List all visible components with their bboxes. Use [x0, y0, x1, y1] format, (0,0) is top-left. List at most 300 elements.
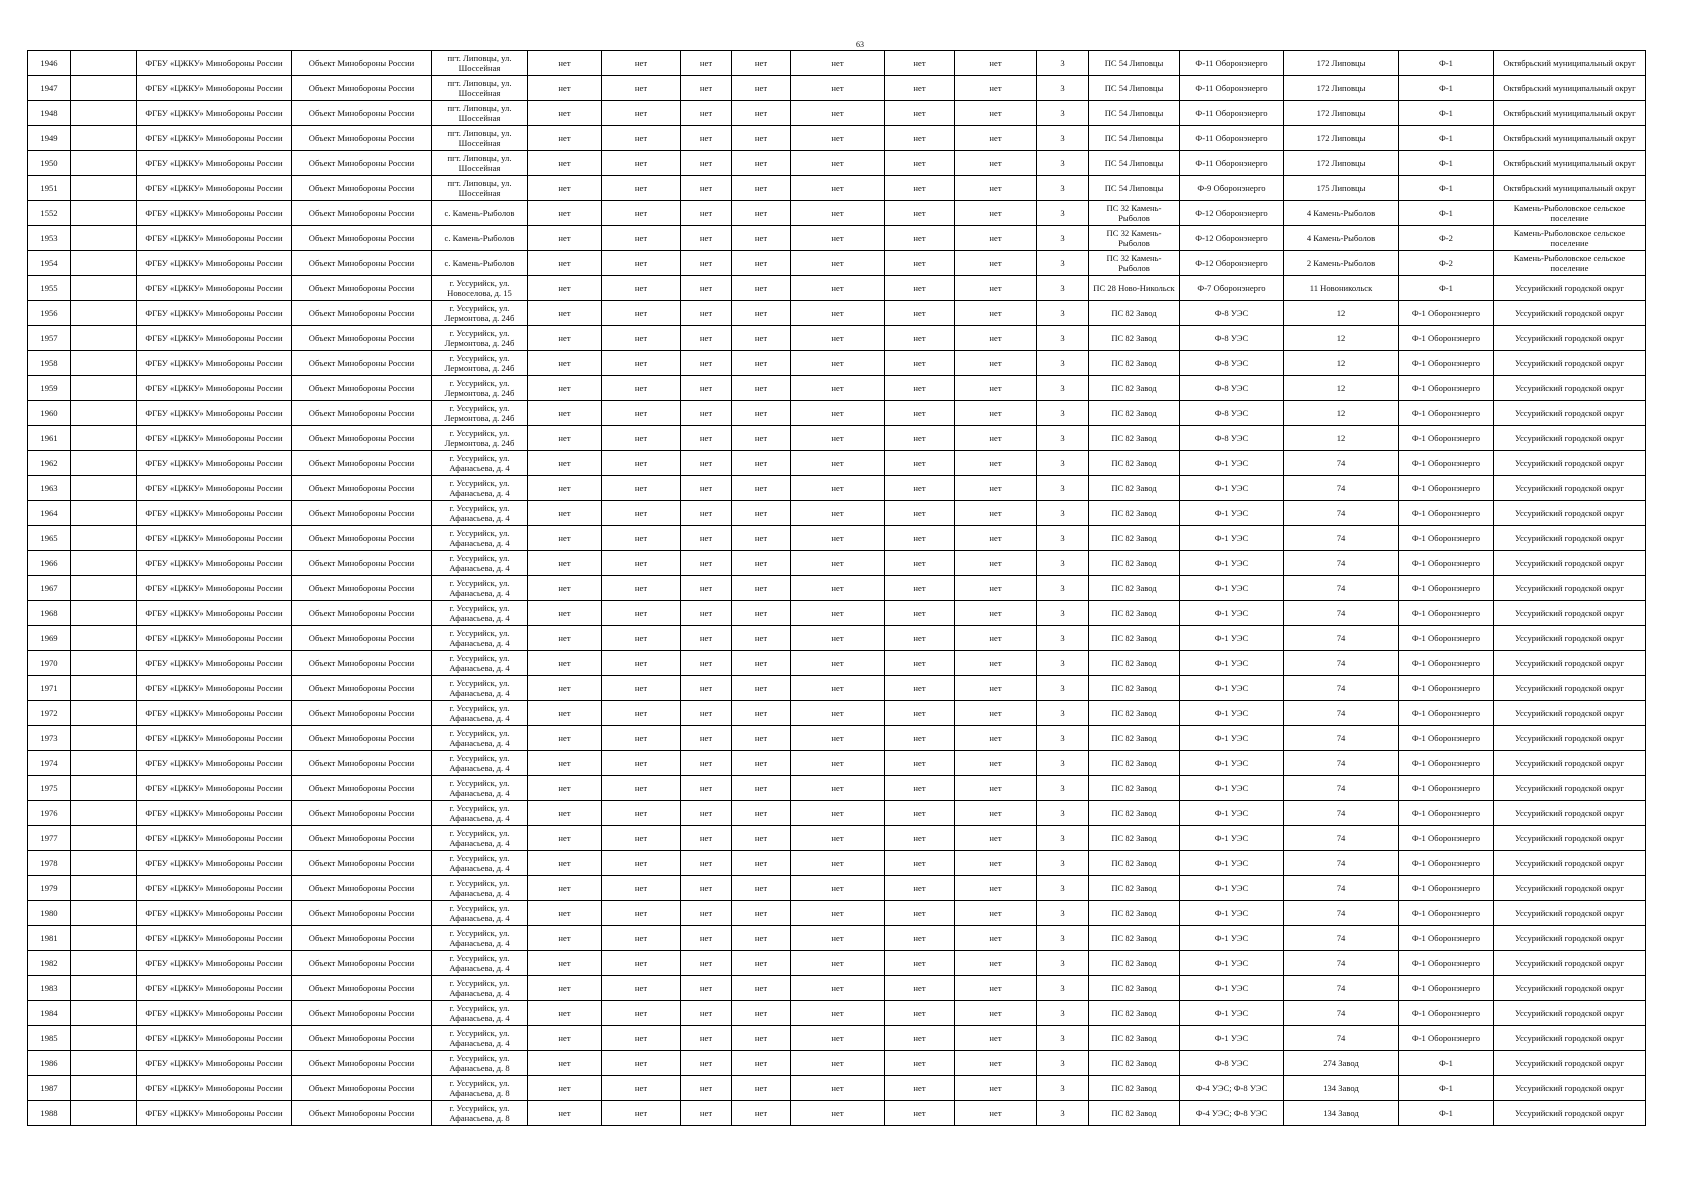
row-number: 1986 [28, 1051, 71, 1076]
organization-cell: ФГБУ «ЦЖКУ» Минобороны России [137, 976, 292, 1001]
blank-cell [71, 376, 137, 401]
status-cell: нет [791, 776, 885, 801]
status-cell: нет [791, 51, 885, 76]
substation-cell: ПС 82 Завод [1089, 1101, 1180, 1126]
row-number: 1972 [28, 701, 71, 726]
feeder-cell: Ф-11 Оборонэнерго [1180, 51, 1284, 76]
table-row [28, 601, 1646, 626]
feeder-cell: Ф-8 УЭС [1180, 301, 1284, 326]
status-cell: нет [885, 276, 955, 301]
substation-cell: ПС 82 Завод [1089, 851, 1180, 876]
substation-cell: ПС 82 Завод [1089, 651, 1180, 676]
category-cell: 3 [1037, 926, 1089, 951]
blank-cell [71, 1101, 137, 1126]
address-cell: г. Уссурийск, ул. Лермонтова, д. 24б [432, 326, 528, 351]
status-cell: нет [732, 451, 791, 476]
status-cell: нет [602, 1001, 681, 1026]
address-cell: г. Уссурийск, ул. Лермонтова, д. 24б [432, 351, 528, 376]
status-cell: нет [602, 476, 681, 501]
feeder-cell: Ф-1 УЭС [1180, 676, 1284, 701]
status-cell: нет [602, 126, 681, 151]
category-cell: 3 [1037, 776, 1089, 801]
status-cell: нет [681, 226, 732, 251]
organization-cell: ФГБУ «ЦЖКУ» Минобороны России [137, 676, 292, 701]
object-cell: Объект Минобороны России [292, 426, 432, 451]
status-cell: нет [732, 976, 791, 1001]
line-cell: Ф-1 Оборонэнерго [1399, 351, 1494, 376]
feeder-cell: Ф-1 УЭС [1180, 901, 1284, 926]
substation-cell: ПС 82 Завод [1089, 351, 1180, 376]
organization-cell: ФГБУ «ЦЖКУ» Минобороны России [137, 651, 292, 676]
status-cell: нет [791, 1051, 885, 1076]
row-number: 1966 [28, 551, 71, 576]
municipality-cell: Уссурийский городской округ [1494, 1001, 1646, 1026]
blank-cell [71, 301, 137, 326]
feeder-cell: Ф-1 УЭС [1180, 876, 1284, 901]
municipality-cell: Уссурийский городской округ [1494, 1026, 1646, 1051]
address-cell: г. Уссурийск, ул. Афанасьева, д. 8 [432, 1051, 528, 1076]
organization-cell: ФГБУ «ЦЖКУ» Минобороны России [137, 151, 292, 176]
transformer-cell: 74 [1284, 501, 1399, 526]
status-cell: нет [528, 551, 602, 576]
line-cell: Ф-1 Оборонэнерго [1399, 776, 1494, 801]
status-cell: нет [732, 51, 791, 76]
category-cell: 3 [1037, 501, 1089, 526]
municipality-cell: Уссурийский городской округ [1494, 276, 1646, 301]
blank-cell [71, 626, 137, 651]
status-cell: нет [885, 501, 955, 526]
status-cell: нет [885, 176, 955, 201]
substation-cell: ПС 82 Завод [1089, 776, 1180, 801]
blank-cell [71, 601, 137, 626]
row-number: 1951 [28, 176, 71, 201]
row-number: 1981 [28, 926, 71, 951]
feeder-cell: Ф-1 УЭС [1180, 951, 1284, 976]
feeder-cell: Ф-1 УЭС [1180, 526, 1284, 551]
line-cell: Ф-1 Оборонэнерго [1399, 476, 1494, 501]
status-cell: нет [528, 376, 602, 401]
status-cell: нет [955, 626, 1037, 651]
table-row [28, 976, 1646, 1001]
substation-cell: ПС 82 Завод [1089, 751, 1180, 776]
address-cell: г. Уссурийск, ул. Афанасьева, д. 4 [432, 901, 528, 926]
feeder-cell: Ф-8 УЭС [1180, 1051, 1284, 1076]
status-cell: нет [791, 276, 885, 301]
object-cell: Объект Минобороны России [292, 201, 432, 226]
status-cell: нет [955, 126, 1037, 151]
category-cell: 3 [1037, 751, 1089, 776]
address-cell: г. Уссурийск, ул. Афанасьева, д. 4 [432, 801, 528, 826]
status-cell: нет [528, 951, 602, 976]
substation-cell: ПС 82 Завод [1089, 1076, 1180, 1101]
address-cell: г. Уссурийск, ул. Афанасьева, д. 4 [432, 751, 528, 776]
table-row [28, 651, 1646, 676]
category-cell: 3 [1037, 226, 1089, 251]
object-cell: Объект Минобороны России [292, 376, 432, 401]
organization-cell: ФГБУ «ЦЖКУ» Минобороны России [137, 876, 292, 901]
organization-cell: ФГБУ «ЦЖКУ» Минобороны России [137, 1026, 292, 1051]
line-cell: Ф-1 Оборонэнерго [1399, 701, 1494, 726]
substation-cell: ПС 54 Липовцы [1089, 126, 1180, 151]
row-number: 1960 [28, 401, 71, 426]
status-cell: нет [955, 201, 1037, 226]
status-cell: нет [602, 451, 681, 476]
status-cell: нет [681, 851, 732, 876]
status-cell: нет [955, 1076, 1037, 1101]
address-cell: г. Уссурийск, ул. Лермонтова, д. 24б [432, 376, 528, 401]
feeder-cell: Ф-4 УЭС; Ф-8 УЭС [1180, 1101, 1284, 1126]
status-cell: нет [602, 676, 681, 701]
blank-cell [71, 1051, 137, 1076]
status-cell: нет [732, 276, 791, 301]
status-cell: нет [955, 51, 1037, 76]
status-cell: нет [885, 851, 955, 876]
row-number: 1970 [28, 651, 71, 676]
status-cell: нет [955, 651, 1037, 676]
status-cell: нет [732, 801, 791, 826]
table-row [28, 351, 1646, 376]
status-cell: нет [602, 876, 681, 901]
row-number: 1953 [28, 226, 71, 251]
status-cell: нет [528, 526, 602, 551]
object-cell: Объект Минобороны России [292, 1001, 432, 1026]
organization-cell: ФГБУ «ЦЖКУ» Минобороны России [137, 726, 292, 751]
municipality-cell: Уссурийский городской округ [1494, 801, 1646, 826]
status-cell: нет [528, 976, 602, 1001]
status-cell: нет [681, 951, 732, 976]
status-cell: нет [732, 501, 791, 526]
feeder-cell: Ф-1 УЭС [1180, 851, 1284, 876]
category-cell: 3 [1037, 901, 1089, 926]
status-cell: нет [528, 501, 602, 526]
table-row [28, 476, 1646, 501]
status-cell: нет [885, 526, 955, 551]
address-cell: пгт. Липовцы, ул. Шоссейная [432, 151, 528, 176]
organization-cell: ФГБУ «ЦЖКУ» Минобороны России [137, 51, 292, 76]
substation-cell: ПС 82 Завод [1089, 701, 1180, 726]
blank-cell [71, 451, 137, 476]
municipality-cell: Камень-Рыболовское сельское поселение [1494, 201, 1646, 226]
status-cell: нет [955, 876, 1037, 901]
status-cell: нет [602, 1101, 681, 1126]
blank-cell [71, 251, 137, 276]
status-cell: нет [528, 851, 602, 876]
organization-cell: ФГБУ «ЦЖКУ» Минобороны России [137, 901, 292, 926]
organization-cell: ФГБУ «ЦЖКУ» Минобороны России [137, 1051, 292, 1076]
municipality-cell: Уссурийский городской округ [1494, 601, 1646, 626]
status-cell: нет [732, 176, 791, 201]
status-cell: нет [955, 726, 1037, 751]
address-cell: г. Уссурийск, ул. Афанасьева, д. 4 [432, 651, 528, 676]
row-number: 1962 [28, 451, 71, 476]
status-cell: нет [681, 551, 732, 576]
address-cell: г. Уссурийск, ул. Афанасьева, д. 4 [432, 976, 528, 1001]
row-number: 1978 [28, 851, 71, 876]
blank-cell [71, 526, 137, 551]
object-cell: Объект Минобороны России [292, 76, 432, 101]
status-cell: нет [602, 726, 681, 751]
row-number: 1973 [28, 726, 71, 751]
municipality-cell: Октябрьский муниципальный округ [1494, 176, 1646, 201]
organization-cell: ФГБУ «ЦЖКУ» Минобороны России [137, 251, 292, 276]
object-cell: Объект Минобороны России [292, 1076, 432, 1101]
table-row [28, 76, 1646, 101]
category-cell: 3 [1037, 976, 1089, 1001]
line-cell: Ф-1 Оборонэнерго [1399, 801, 1494, 826]
status-cell: нет [528, 51, 602, 76]
status-cell: нет [791, 326, 885, 351]
organization-cell: ФГБУ «ЦЖКУ» Минобороны России [137, 951, 292, 976]
status-cell: нет [732, 826, 791, 851]
status-cell: нет [791, 626, 885, 651]
feeder-cell: Ф-1 УЭС [1180, 1026, 1284, 1051]
row-number: 1985 [28, 1026, 71, 1051]
municipality-cell: Уссурийский городской округ [1494, 626, 1646, 651]
status-cell: нет [681, 301, 732, 326]
line-cell: Ф-1 Оборонэнерго [1399, 901, 1494, 926]
status-cell: нет [528, 476, 602, 501]
status-cell: нет [885, 1051, 955, 1076]
blank-cell [71, 126, 137, 151]
line-cell: Ф-1 Оборонэнерго [1399, 401, 1494, 426]
municipality-cell: Уссурийский городской округ [1494, 376, 1646, 401]
organization-cell: ФГБУ «ЦЖКУ» Минобороны России [137, 1101, 292, 1126]
substation-cell: ПС 82 Завод [1089, 326, 1180, 351]
status-cell: нет [955, 226, 1037, 251]
line-cell: Ф-1 Оборонэнерго [1399, 1026, 1494, 1051]
substation-cell: ПС 82 Завод [1089, 476, 1180, 501]
transformer-cell: 74 [1284, 976, 1399, 1001]
organization-cell: ФГБУ «ЦЖКУ» Минобороны России [137, 776, 292, 801]
row-number: 1947 [28, 76, 71, 101]
category-cell: 3 [1037, 376, 1089, 401]
table-row [28, 1051, 1646, 1076]
substation-cell: ПС 82 Завод [1089, 976, 1180, 1001]
line-cell: Ф-1 Оборонэнерго [1399, 676, 1494, 701]
table-row [28, 876, 1646, 901]
municipality-cell: Уссурийский городской округ [1494, 451, 1646, 476]
substation-cell: ПС 54 Липовцы [1089, 76, 1180, 101]
category-cell: 3 [1037, 1026, 1089, 1051]
substation-cell: ПС 82 Завод [1089, 1001, 1180, 1026]
row-number: 1974 [28, 751, 71, 776]
municipality-cell: Уссурийский городской округ [1494, 901, 1646, 926]
status-cell: нет [791, 926, 885, 951]
feeder-cell: Ф-1 УЭС [1180, 801, 1284, 826]
row-number: 1971 [28, 676, 71, 701]
category-cell: 3 [1037, 626, 1089, 651]
substation-cell: ПС 82 Завод [1089, 601, 1180, 626]
table-row [28, 676, 1646, 701]
transformer-cell: 12 [1284, 301, 1399, 326]
status-cell: нет [955, 301, 1037, 326]
row-number: 1982 [28, 951, 71, 976]
organization-cell: ФГБУ «ЦЖКУ» Минобороны России [137, 426, 292, 451]
category-cell: 3 [1037, 576, 1089, 601]
status-cell: нет [791, 1001, 885, 1026]
status-cell: нет [681, 751, 732, 776]
line-cell: Ф-1 Оборонэнерго [1399, 976, 1494, 1001]
status-cell: нет [602, 401, 681, 426]
feeder-cell: Ф-12 Оборонэнерго [1180, 251, 1284, 276]
line-cell: Ф-1 Оборонэнерго [1399, 926, 1494, 951]
table-row [28, 1101, 1646, 1126]
category-cell: 3 [1037, 201, 1089, 226]
status-cell: нет [955, 1051, 1037, 1076]
municipality-cell: Камень-Рыболовское сельское поселение [1494, 226, 1646, 251]
status-cell: нет [681, 351, 732, 376]
row-number: 1975 [28, 776, 71, 801]
status-cell: нет [955, 401, 1037, 426]
organization-cell: ФГБУ «ЦЖКУ» Минобороны России [137, 576, 292, 601]
feeder-cell: Ф-12 Оборонэнерго [1180, 201, 1284, 226]
status-cell: нет [732, 351, 791, 376]
municipality-cell: Уссурийский городской округ [1494, 401, 1646, 426]
address-cell: г. Уссурийск, ул. Лермонтова, д. 24б [432, 301, 528, 326]
status-cell: нет [528, 626, 602, 651]
address-cell: г. Уссурийск, ул. Афанасьева, д. 4 [432, 951, 528, 976]
status-cell: нет [955, 951, 1037, 976]
category-cell: 3 [1037, 351, 1089, 376]
table-row [28, 301, 1646, 326]
status-cell: нет [602, 101, 681, 126]
status-cell: нет [602, 551, 681, 576]
status-cell: нет [681, 776, 732, 801]
status-cell: нет [955, 701, 1037, 726]
address-cell: г. Уссурийск, ул. Афанасьева, д. 4 [432, 701, 528, 726]
blank-cell [71, 576, 137, 601]
status-cell: нет [681, 51, 732, 76]
substation-cell: ПС 54 Липовцы [1089, 151, 1180, 176]
address-cell: г. Уссурийск, ул. Афанасьева, д. 4 [432, 551, 528, 576]
status-cell: нет [955, 551, 1037, 576]
transformer-cell: 74 [1284, 626, 1399, 651]
status-cell: нет [955, 776, 1037, 801]
substation-cell: ПС 82 Завод [1089, 451, 1180, 476]
substation-cell: ПС 82 Завод [1089, 676, 1180, 701]
status-cell: нет [732, 1051, 791, 1076]
feeder-cell: Ф-8 УЭС [1180, 326, 1284, 351]
category-cell: 3 [1037, 426, 1089, 451]
line-cell: Ф-1 [1399, 201, 1494, 226]
status-cell: нет [681, 801, 732, 826]
municipality-cell: Уссурийский городской округ [1494, 1076, 1646, 1101]
status-cell: нет [681, 576, 732, 601]
status-cell: нет [681, 726, 732, 751]
feeder-cell: Ф-1 УЭС [1180, 826, 1284, 851]
status-cell: нет [528, 676, 602, 701]
row-number: 1946 [28, 51, 71, 76]
status-cell: нет [791, 301, 885, 326]
object-cell: Объект Минобороны России [292, 601, 432, 626]
status-cell: нет [732, 601, 791, 626]
feeder-cell: Ф-1 УЭС [1180, 601, 1284, 626]
status-cell: нет [528, 1101, 602, 1126]
status-cell: нет [791, 526, 885, 551]
status-cell: нет [791, 726, 885, 751]
status-cell: нет [732, 126, 791, 151]
status-cell: нет [528, 401, 602, 426]
address-cell: г. Уссурийск, ул. Афанасьева, д. 8 [432, 1101, 528, 1126]
status-cell: нет [885, 726, 955, 751]
status-cell: нет [885, 926, 955, 951]
status-cell: нет [955, 676, 1037, 701]
category-cell: 3 [1037, 126, 1089, 151]
municipality-cell: Октябрьский муниципальный округ [1494, 126, 1646, 151]
status-cell: нет [732, 1001, 791, 1026]
organization-cell: ФГБУ «ЦЖКУ» Минобороны России [137, 326, 292, 351]
status-cell: нет [681, 1101, 732, 1126]
organization-cell: ФГБУ «ЦЖКУ» Минобороны России [137, 76, 292, 101]
organization-cell: ФГБУ «ЦЖКУ» Минобороны России [137, 276, 292, 301]
address-cell: г. Уссурийск, ул. Афанасьева, д. 4 [432, 1001, 528, 1026]
blank-cell [71, 276, 137, 301]
object-cell: Объект Минобороны России [292, 551, 432, 576]
object-cell: Объект Минобороны России [292, 926, 432, 951]
status-cell: нет [732, 76, 791, 101]
transformer-cell: 274 Завод [1284, 1051, 1399, 1076]
feeder-cell: Ф-8 УЭС [1180, 351, 1284, 376]
table-row [28, 251, 1646, 276]
transformer-cell: 74 [1284, 751, 1399, 776]
transformer-cell: 2 Камень-Рыболов [1284, 251, 1399, 276]
blank-cell [71, 176, 137, 201]
table-body [28, 51, 1646, 1126]
blank-cell [71, 326, 137, 351]
category-cell: 3 [1037, 526, 1089, 551]
municipality-cell: Уссурийский городской округ [1494, 526, 1646, 551]
table-row [28, 401, 1646, 426]
address-cell: г. Уссурийск, ул. Лермонтова, д. 24б [432, 401, 528, 426]
substation-cell: ПС 82 Завод [1089, 551, 1180, 576]
blank-cell [71, 976, 137, 1001]
table-row [28, 576, 1646, 601]
municipality-cell: Уссурийский городской округ [1494, 301, 1646, 326]
blank-cell [71, 51, 137, 76]
substation-cell: ПС 82 Завод [1089, 526, 1180, 551]
status-cell: нет [885, 626, 955, 651]
status-cell: нет [681, 276, 732, 301]
substation-cell: ПС 28 Ново-Никольск [1089, 276, 1180, 301]
table-row [28, 626, 1646, 651]
row-number: 1954 [28, 251, 71, 276]
table-row [28, 51, 1646, 76]
status-cell: нет [885, 326, 955, 351]
feeder-cell: Ф-1 УЭС [1180, 976, 1284, 1001]
municipality-cell: Уссурийский городской округ [1494, 776, 1646, 801]
object-cell: Объект Минобороны России [292, 901, 432, 926]
address-cell: г. Уссурийск, ул. Новоселова, д. 15 [432, 276, 528, 301]
table-row [28, 1026, 1646, 1051]
feeder-cell: Ф-1 УЭС [1180, 726, 1284, 751]
table-row [28, 851, 1646, 876]
row-number: 1969 [28, 626, 71, 651]
status-cell: нет [732, 876, 791, 901]
status-cell: нет [732, 1026, 791, 1051]
blank-cell [71, 926, 137, 951]
status-cell: нет [732, 576, 791, 601]
status-cell: нет [791, 501, 885, 526]
status-cell: нет [732, 101, 791, 126]
line-cell: Ф-1 [1399, 276, 1494, 301]
status-cell: нет [681, 676, 732, 701]
transformer-cell: 74 [1284, 701, 1399, 726]
status-cell: нет [681, 626, 732, 651]
status-cell: нет [528, 751, 602, 776]
address-cell: г. Уссурийск, ул. Афанасьева, д. 8 [432, 1076, 528, 1101]
organization-cell: ФГБУ «ЦЖКУ» Минобороны России [137, 226, 292, 251]
category-cell: 3 [1037, 951, 1089, 976]
